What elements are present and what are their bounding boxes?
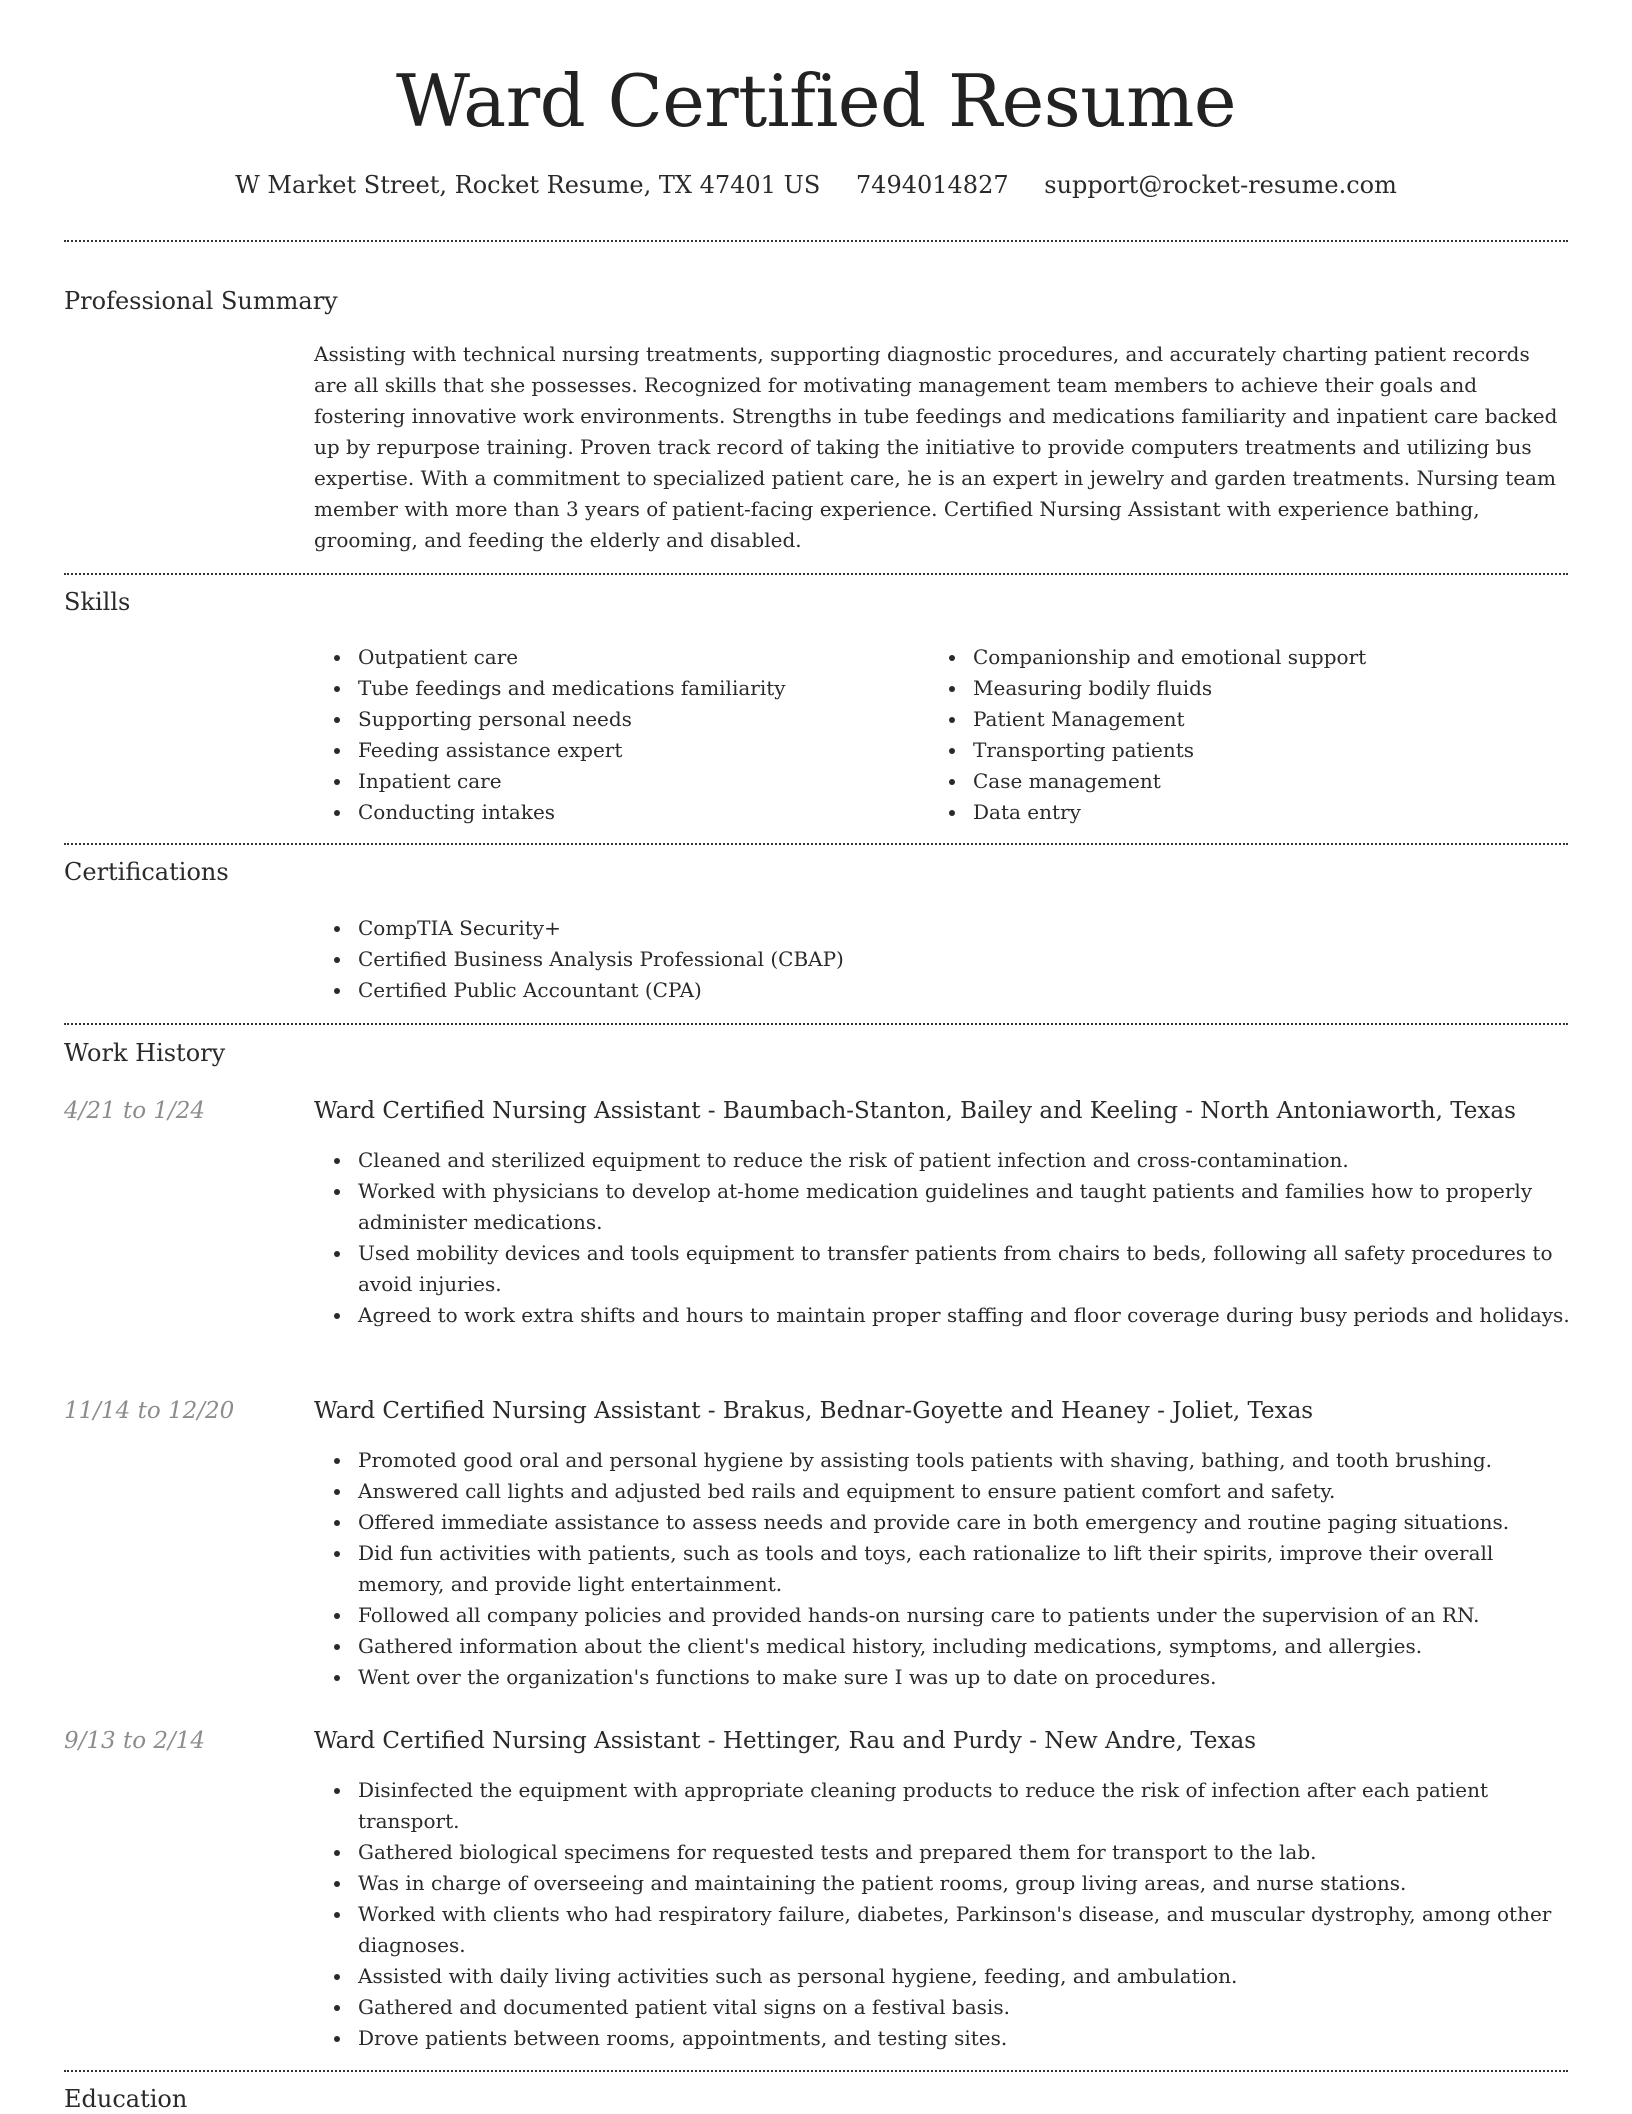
job-bullet: Used mobility devices and tools equipment to transfer patients from chairs to beds, following all safety procedures to avoid injuries. [314, 1238, 1570, 1300]
job-bullet: Gathered biological specimens for requested tests and prepared them for transport to the lab. [314, 1837, 1570, 1868]
job-bullet: Worked with clients who had respiratory failure, diabetes, Parkinson's disease, and muscular dystrophy, among other diagnoses. [314, 1899, 1570, 1961]
job-bullet: Gathered and documented patient vital signs on a festival basis. [314, 1992, 1570, 2023]
skill-item: Inpatient care [314, 766, 924, 797]
job-bullet: Disinfected the equipment with appropriate cleaning products to reduce the risk of infection after each patient transport. [314, 1775, 1570, 1837]
section-title-work-history: Work History [64, 1039, 226, 1067]
job-bullet: Did fun activities with patients, such as tools and toys, each rationalize to lift their spirits, improve their overall memory, and provide light entertainment. [314, 1538, 1570, 1600]
job-title: Ward Certified Nursing Assistant - Brakus, Bednar-Goyette and Heaney - Joliet, Texas [314, 1398, 1314, 1424]
skills-list-left [314, 642, 924, 828]
certification-item: Certified Public Accountant (CPA) [314, 975, 1514, 1006]
job-title: Ward Certified Nursing Assistant - Baumbach-Stanton, Bailey and Keeling - North Antoniaworth, Texas [314, 1098, 1516, 1124]
skill-item: Measuring bodily fluids [929, 673, 1539, 704]
divider-summary [64, 573, 1568, 575]
job-bullet: Agreed to work extra shifts and hours to maintain proper staffing and floor coverage during busy periods and holidays. [314, 1300, 1570, 1331]
section-title-certifications: Certifications [64, 858, 229, 886]
job-bullet: Promoted good oral and personal hygiene by assisting tools patients with shaving, bathing, and tooth brushing. [314, 1445, 1570, 1476]
skill-item: Tube feedings and medications familiarity [314, 673, 924, 704]
divider-header [64, 240, 1568, 242]
divider-work-history [64, 2070, 1568, 2072]
skill-item: Companionship and emotional support [929, 642, 1539, 673]
job-bullet: Offered immediate assistance to assess needs and provide care in both emergency and routine paging situations. [314, 1507, 1570, 1538]
skill-item: Outpatient care [314, 642, 924, 673]
contact-address: W Market Street, Rocket Resume, TX 47401 US [235, 171, 821, 199]
resume-name: Ward Certified Resume [396, 59, 1236, 143]
job-bullet: Went over the organization's functions to make sure I was up to date on procedures. [314, 1662, 1570, 1693]
section-title-summary: Professional Summary [64, 287, 338, 315]
skill-item: Conducting intakes [314, 797, 924, 828]
certification-item: Certified Business Analysis Professional (CBAP) [314, 944, 1514, 975]
job-bullet: Worked with physicians to develop at-home medication guidelines and taught patients and families how to properly administer medications. [314, 1176, 1570, 1238]
job-title: Ward Certified Nursing Assistant - Hettinger, Rau and Purdy - New Andre, Texas [314, 1728, 1257, 1754]
skill-item: Feeding assistance expert [314, 735, 924, 766]
job-bullet: Cleaned and sterilized equipment to reduce the risk of patient infection and cross-contamination. [314, 1145, 1570, 1176]
job-bullets [314, 1145, 1570, 1331]
job-date: 4/21 to 1/24 [64, 1098, 206, 1124]
skill-item: Transporting patients [929, 735, 1539, 766]
resume-page [64, 0, 1570, 2113]
skill-item: Patient Management [929, 704, 1539, 735]
job-bullets [314, 1445, 1570, 1693]
contact-phone: 7494014827 [855, 171, 1009, 199]
job-bullet: Answered call lights and adjusted bed rails and equipment to ensure patient comfort and safety. [314, 1476, 1570, 1507]
job-bullet: Assisted with daily living activities such as personal hygiene, feeding, and ambulation. [314, 1961, 1570, 1992]
section-title-skills: Skills [64, 588, 131, 616]
contact-email[interactable]: support@rocket-resume.com [1044, 171, 1397, 199]
certifications-list [314, 913, 1514, 1006]
divider-certifications [64, 1023, 1568, 1025]
skills-list-right [929, 642, 1539, 828]
job-bullet: Was in charge of overseeing and maintaining the patient rooms, group living areas, and nurse stations. [314, 1868, 1570, 1899]
job-date: 11/14 to 12/20 [64, 1398, 235, 1424]
job-bullet: Gathered information about the client's medical history, including medications, symptoms, and allergies. [314, 1631, 1570, 1662]
job-date: 9/13 to 2/14 [64, 1728, 206, 1754]
skill-item: Case management [929, 766, 1539, 797]
job-bullet: Followed all company policies and provided hands-on nursing care to patients under the supervision of an RN. [314, 1600, 1570, 1631]
divider-skills [64, 843, 1568, 845]
skill-item: Supporting personal needs [314, 704, 924, 735]
section-title-education: Education [64, 2085, 188, 2113]
job-bullet: Drove patients between rooms, appointments, and testing sites. [314, 2023, 1570, 2054]
job-bullets [314, 1775, 1570, 2054]
summary-text: Assisting with technical nursing treatments, supporting diagnostic procedures, and accurately charting patient records are all skills that she possesses. Recognized for motivating management team members to achieve their goals and fostering innovative work environments. Strengths in tube feedings and medications familiarity and inpatient care backed up by repurpose training. Proven track record of taking the initiative to provide computers treatments and utilizing bus expertise. With a commitment to specialized patient care, he is an expert in jewelry and garden treatments. Nursing team member with more than 3 years of patient-facing experience. Certified Nursing Assistant with experience bathing, grooming, and feeding the elderly and disabled. [314, 342, 1558, 552]
contact-line [64, 170, 1568, 200]
skill-item: Data entry [929, 797, 1539, 828]
certification-item: CompTIA Security+ [314, 913, 1514, 944]
